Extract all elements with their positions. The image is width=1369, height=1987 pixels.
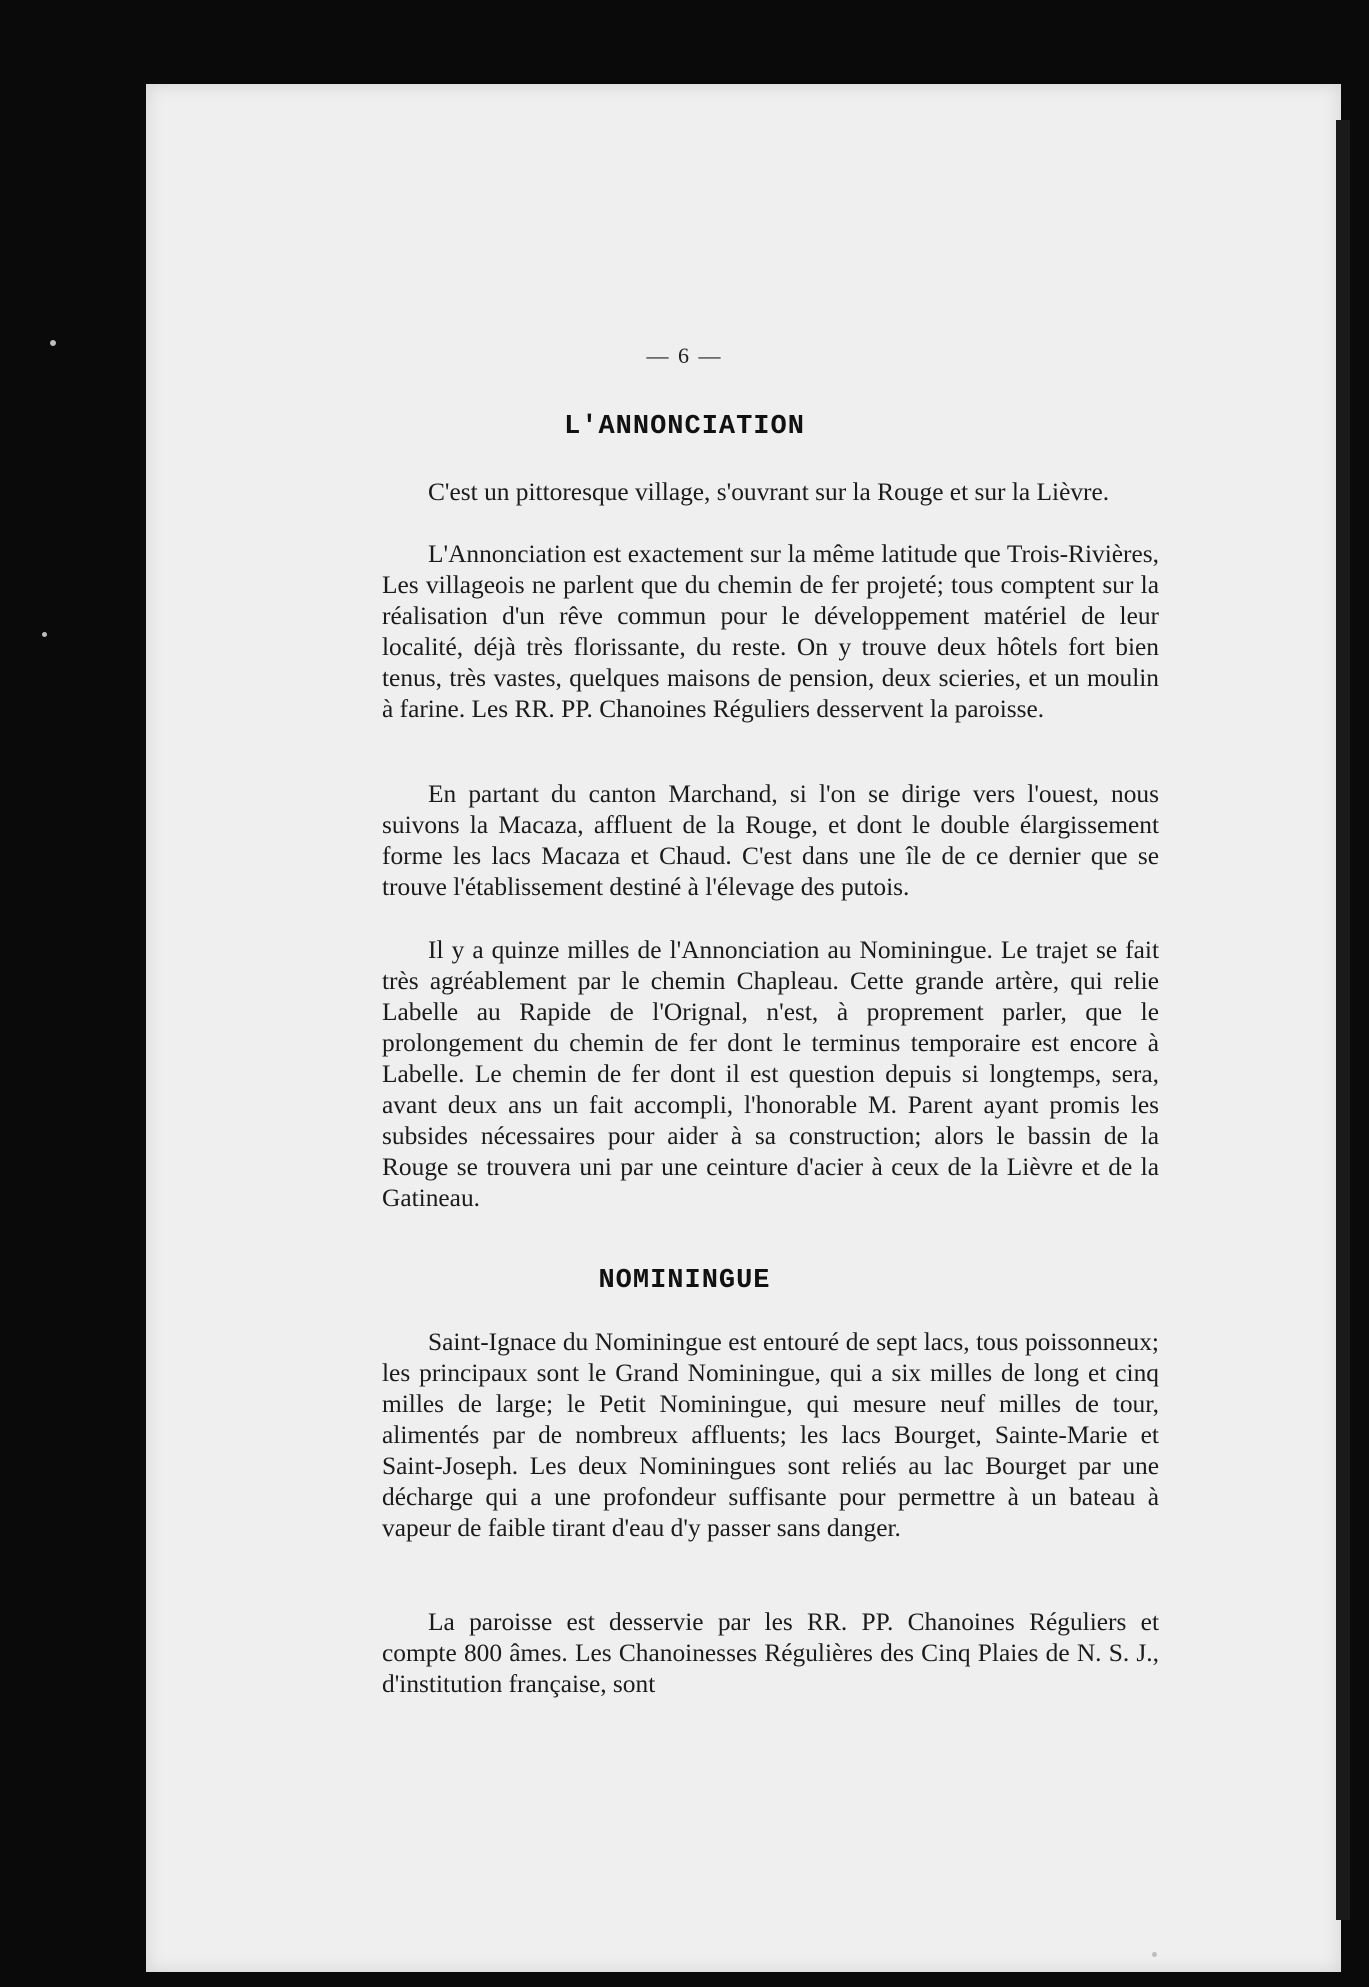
scan-speck	[42, 632, 47, 637]
paragraph: En partant du canton Marchand, si l'on se dirige vers l'ouest, nous suivons la Macaza, affluent de la Rouge, et dont le double élargissement forme les lacs Macaza et Chaud. C'est dans une île de ce dernier que se trouve l'établissement destiné à l'élevage des putois.	[382, 780, 1159, 901]
page-number: — 6 —	[646, 343, 723, 368]
page-edge-shadow	[1336, 120, 1350, 1920]
paragraph: Il y a quinze milles de l'Annonciation au Nominingue. Le trajet se fait très agréablement par le chemin Chapleau. Cette grande artère, qui relie Labelle au Rapide de l'Orignal, n'est, à proprement parler, que le prolongement du chemin de fer dont le terminus temporaire est encore à Labelle. Le chemin de fer dont il est question depuis si longtemps, sera, avant deux ans un fait accompli, l'honorable M. Parent ayant promis les subsides nécessaires pour aider à sa construction; alors le bassin de la Rouge se trouvera uni par une ceinture d'acier à ceux de la Lièvre et de la Gatineau.	[382, 936, 1159, 1212]
paragraph: Saint-Ignace du Nominingue est entouré de sept lacs, tous poissonneux; les principaux sont le Grand Nominingue, qui a six milles de long et cinq milles de large; le Petit Nominingue, qui mesure neuf milles de tour, alimentés par de nombreux affluents; les lacs Bourget, Sainte-Marie et Saint-Joseph. Les deux Nominingues sont reliés au lac Bourget par une décharge qui a une profondeur suffisante pour permettre à un bateau à vapeur de faible tirant d'eau d'y passer sans danger.	[382, 1328, 1159, 1542]
paragraph: C'est un pittoresque village, s'ouvrant sur la Rouge et sur la Lièvre.	[428, 478, 1110, 506]
section-heading-annonciation: L'ANNONCIATION	[564, 412, 805, 442]
paragraph: La paroisse est desservie par les RR. PP. Chanoines Réguliers et compte 800 âmes. Les Chanoinesses Régulières des Cinq Plaies de N. S. J., d'institution française, sont	[382, 1608, 1159, 1698]
section-heading-nominingue: NOMININGUE	[598, 1266, 771, 1296]
paragraph: L'Annonciation est exactement sur la même latitude que Trois-Rivières, Les villageois ne parlent que du chemin de fer projeté; tous comptent sur la réalisation d'un rêve commun pour le développement matériel de leur localité, déjà très florissante, du reste. On y trouve deux hôtels fort bien tenus, très vastes, quelques maisons de pension, deux scieries, et un moulin à farine. Les RR. PP. Chanoines Réguliers desservent la paroisse.	[382, 540, 1159, 723]
scan-speck	[1152, 1952, 1157, 1957]
